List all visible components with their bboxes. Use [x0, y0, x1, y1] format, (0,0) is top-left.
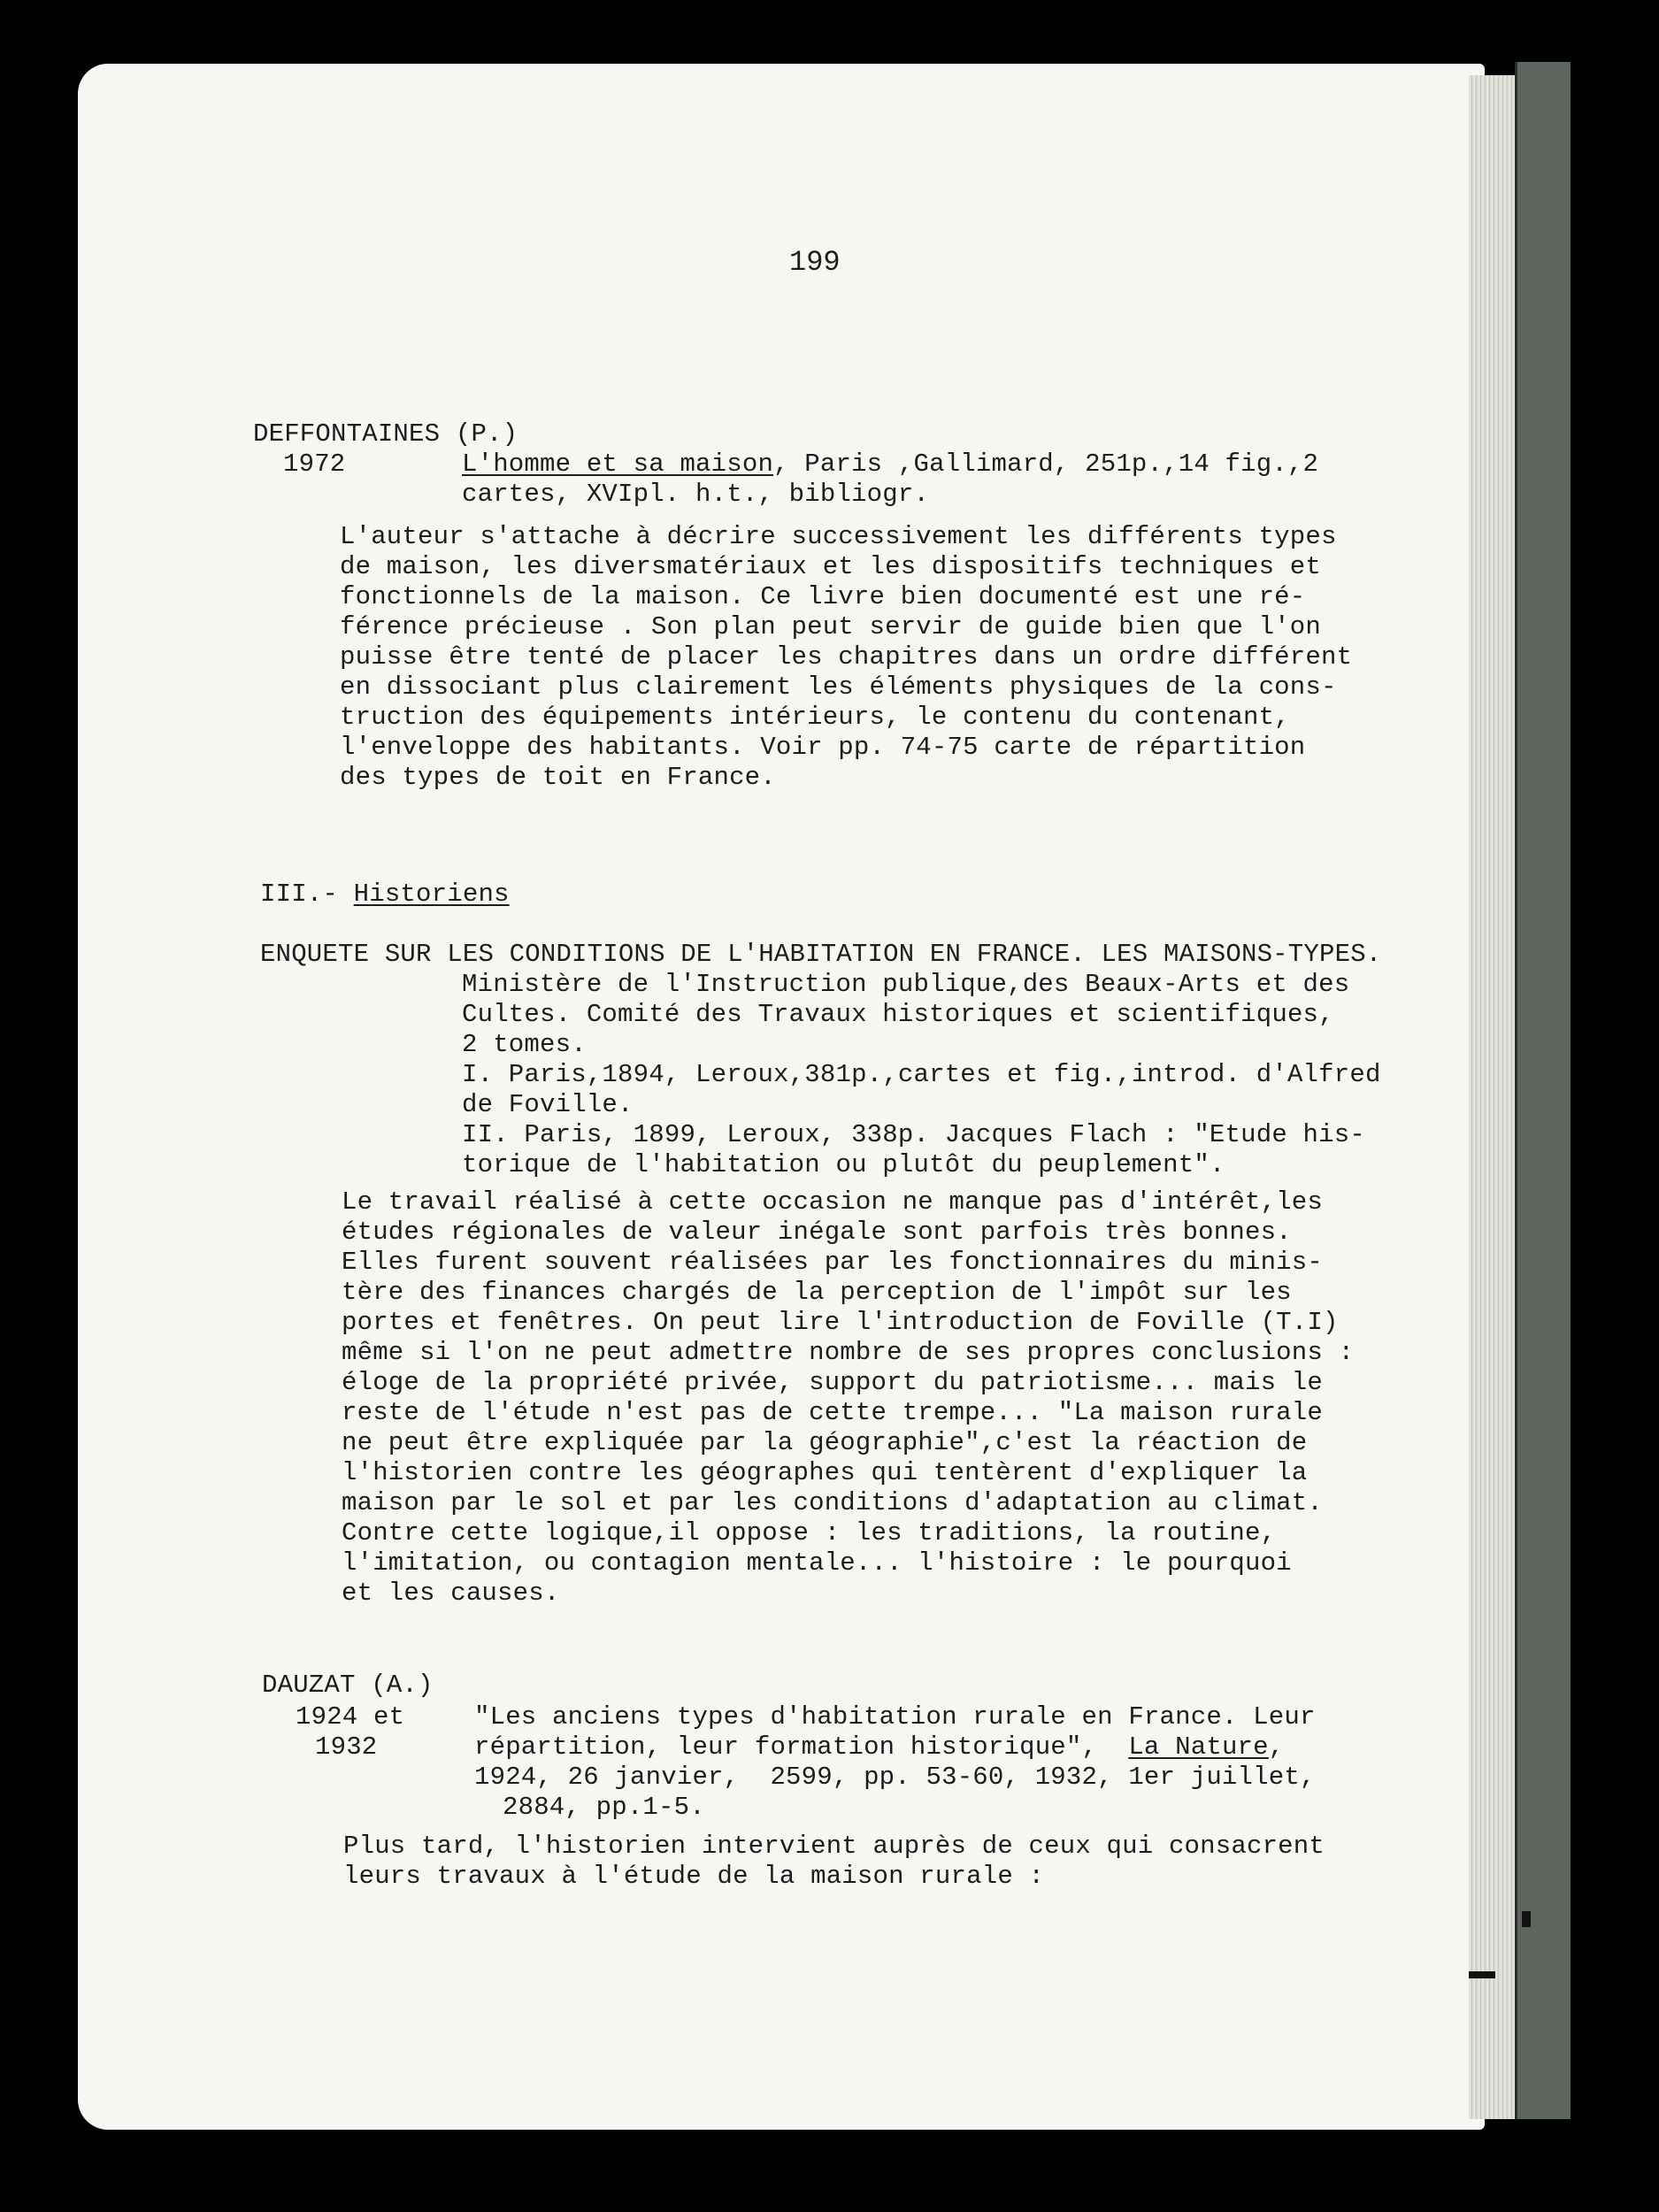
book-title: L'homme et sa maison: [462, 449, 774, 479]
reference-text: répartition, leur formation historique",: [474, 1732, 1129, 1762]
entry-details: [462, 970, 1381, 1180]
reference-line: 1924, 26 janvier, 2599, pp. 53-60, 1932, 1er juillet,: [474, 1763, 1316, 1792]
summary-line: L'auteur s'attache à décrire successivement les différents types: [340, 522, 1337, 551]
summary-line: maison par le sol et par les conditions d'adaptation au climat.: [342, 1488, 1323, 1517]
journal-title: La Nature: [1128, 1732, 1269, 1762]
book-cover: [1515, 62, 1571, 2119]
details-line: Ministère de l'Instruction publique,des Beaux-Arts et des: [462, 970, 1350, 999]
summary-line: l'imitation, ou contagion mentale... l'histoire : le pourquoi: [342, 1548, 1292, 1578]
summary-line: l'historien contre les géographes qui tentèrent d'expliquer la: [342, 1458, 1308, 1487]
entry-year: 1972: [283, 449, 346, 479]
details-line: torique de l'habitation ou plutôt du peuplement".: [462, 1150, 1225, 1179]
publication-details-line2: cartes, XVIpl. h.t., bibliogr.: [462, 480, 930, 509]
summary-line: des types de toit en France.: [340, 763, 776, 792]
entry-year: 1924 et: [296, 1702, 405, 1732]
summary-line: reste de l'étude n'est pas de cette trempe... "La maison rurale: [342, 1398, 1323, 1427]
summary-line: tère des finances chargés de la perception de l'impôt sur les: [342, 1278, 1292, 1307]
summary-line: ne peut être expliquée par la géographie",c'est la réaction de: [342, 1428, 1308, 1457]
summary-line: Contre cette logique,il oppose : les traditions, la routine,: [342, 1518, 1277, 1548]
reference-text: ,: [1268, 1732, 1285, 1762]
reference-line: 2884, pp.1-5.: [503, 1793, 705, 1822]
entry-year: 1932: [315, 1732, 378, 1762]
summary-line: Elles furent souvent réalisées par les fonctionnaires du minis-: [342, 1248, 1323, 1277]
entry-publication: [462, 449, 1318, 480]
details-line: 2 tomes.: [462, 1030, 587, 1059]
summary-line: l'enveloppe des habitants. Voir pp. 74-75 carte de répartition: [340, 733, 1306, 762]
reference-line: "Les anciens types d'habitation rurale en France. Leur: [474, 1702, 1316, 1732]
section-number: III.-: [260, 879, 354, 909]
entry-title: ENQUETE SUR LES CONDITIONS DE L'HABITATION EN FRANCE. LES MAISONS-TYPES.: [260, 940, 1382, 969]
details-line: de Foville.: [462, 1090, 634, 1119]
section-title: Historiens: [353, 879, 510, 909]
summary-line: puisse être tenté de placer les chapitres dans un ordre différent: [340, 642, 1353, 672]
edge-mark: [1522, 1911, 1531, 1927]
closing-line: Plus tard, l'historien intervient auprès de ceux qui consacrent: [343, 1832, 1325, 1861]
summary-line: éloge de la propriété privée, support du patriotisme... mais le: [342, 1368, 1323, 1397]
section-heading: [260, 879, 510, 910]
details-line: II. Paris, 1899, Leroux, 338p. Jacques Flach : "Etude his-: [462, 1120, 1365, 1149]
reference-line: [474, 1732, 1284, 1763]
entry-summary: [340, 522, 1352, 793]
summary-line: études régionales de valeur inégale sont parfois très bonnes.: [342, 1217, 1292, 1247]
details-line: Cultes. Comité des Travaux historiques et scientifiques,: [462, 1000, 1334, 1029]
details-line: I. Paris,1894, Leroux,381p.,cartes et fig.,introd. d'Alfred: [462, 1060, 1381, 1089]
summary-line: férence précieuse . Son plan peut servir de guide bien que l'on: [340, 612, 1321, 641]
summary-line: Le travail réalisé à cette occasion ne manque pas d'intérêt,les: [342, 1187, 1323, 1217]
entry-author: DEFFONTAINES (P.): [253, 419, 518, 449]
edge-mark: [1469, 1971, 1495, 1978]
summary-line: et les causes.: [342, 1578, 560, 1608]
summary-line: portes et fenêtres. On peut lire l'introduction de Foville (T.I): [342, 1308, 1339, 1337]
summary-line: truction des équipements intérieurs, le contenu du contenant,: [340, 703, 1290, 732]
page-edges: [1469, 75, 1517, 2119]
closing-line: leurs travaux à l'étude de la maison rurale :: [343, 1862, 1045, 1891]
summary-line: en dissociant plus clairement les éléments physiques de la cons-: [340, 672, 1337, 702]
page-number: 199: [789, 246, 841, 279]
entry-summary: [342, 1187, 1354, 1609]
publication-details: , Paris ,Gallimard, 251p.,14 fig.,2: [773, 449, 1319, 479]
summary-line: même si l'on ne peut admettre nombre de ses propres conclusions :: [342, 1338, 1355, 1367]
summary-line: de maison, les diversmatériaux et les dispositifs techniques et: [340, 552, 1321, 581]
summary-line: fonctionnels de la maison. Ce livre bien documenté est une ré-: [340, 582, 1306, 611]
entry-author: DAUZAT (A.): [262, 1671, 434, 1700]
